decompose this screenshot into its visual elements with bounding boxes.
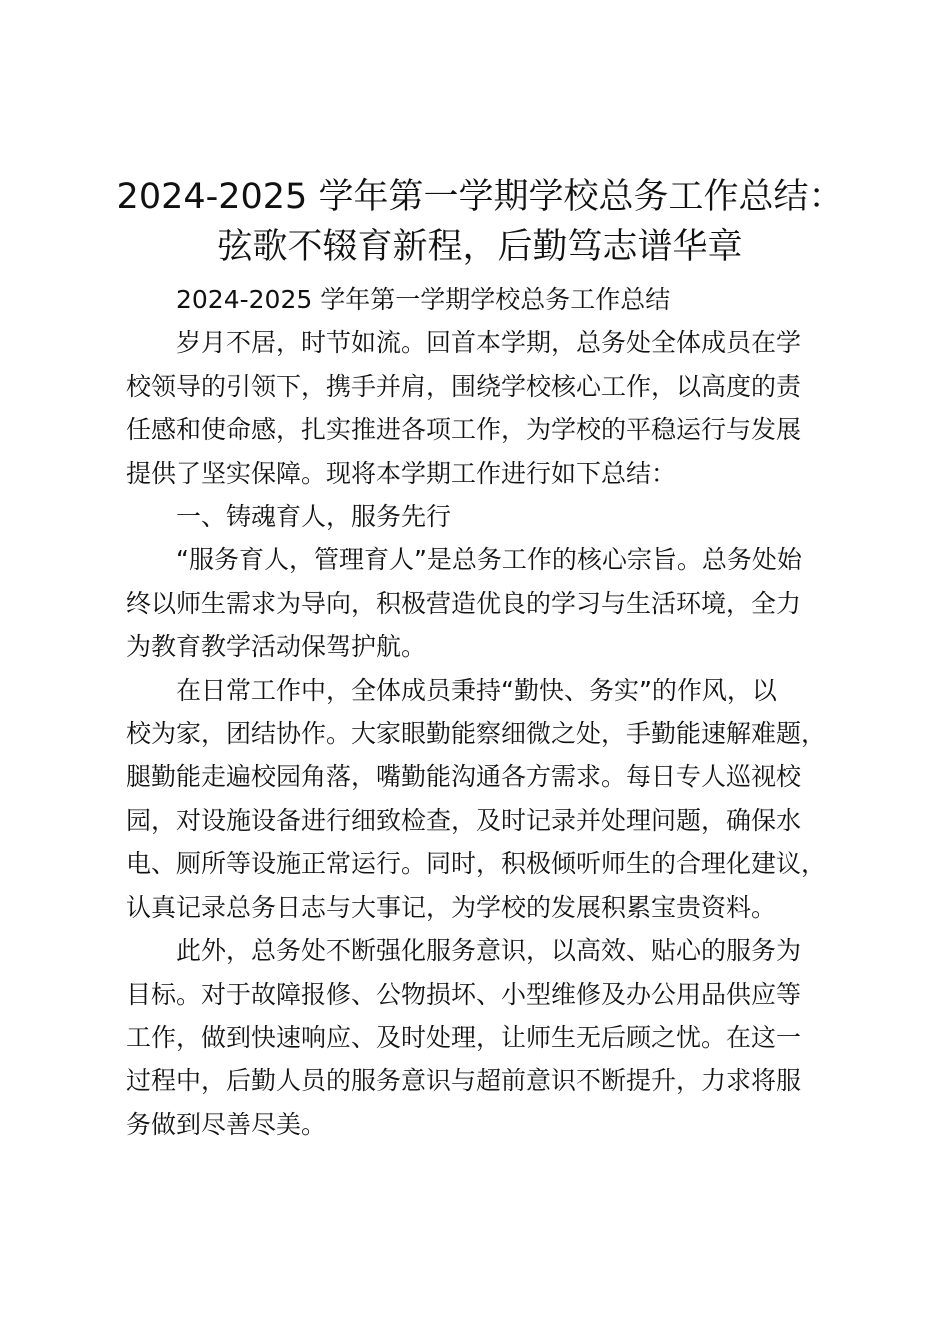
paragraph-line: 终以师生需求为导向，积极营造优良的学习与生活环境，全力	[126, 588, 802, 618]
paragraph-line: 校领导的引领下，携手并肩，围绕学校核心工作，以高度的责	[126, 371, 802, 401]
paragraph-service-awareness	[126, 929, 838, 1146]
paragraph-line: 任感和使命感，扎实推进各项工作，为学校的平稳运行与发展	[126, 415, 802, 445]
paragraph-line: 过程中，后勤人员的服务意识与超前意识不断提升，力求将服	[126, 1066, 802, 1096]
title-line-1: 2024-2025 学年第一学期学校总务工作总结：	[116, 177, 844, 217]
paragraph-line: 此外，总务处不断强化服务意识，以高效、贴心的服务为	[176, 936, 802, 966]
paragraph-line: 认真记录总务日志与大事记，为学校的发展积累宝贵资料。	[126, 892, 777, 922]
paragraph-line: 工作，做到快速响应、及时处理，让师生无后顾之忧。在这一	[126, 1022, 802, 1052]
section-heading-text: 一、铸魂育人，服务先行	[176, 502, 452, 532]
paragraph-line: “服务育人，管理育人”是总务工作的核心宗旨。总务处始	[176, 545, 802, 575]
paragraph-line: 务做到尽善尽美。	[126, 1109, 327, 1139]
paragraph-line: 为教育教学活动保驾护航。	[126, 632, 427, 662]
paragraph-line: 目标。对于故障报修、公物损坏、小型维修及办公用品供应等	[126, 979, 802, 1009]
subtitle-text: 2024-2025 学年第一学期学校总务工作总结	[176, 285, 671, 314]
paragraph-line: 校为家，团结协作。大家眼勤能察细微之处，手勤能速解难题，	[126, 719, 827, 749]
document-title	[100, 172, 860, 272]
subtitle	[126, 278, 838, 321]
title-line-2: 弦歌不辍育新程，后勤笃志谱华章	[217, 227, 743, 267]
document-body	[126, 278, 838, 1146]
paragraph-line: 电、厕所等设施正常运行。同时，积极倾听师生的合理化建议，	[126, 849, 827, 879]
paragraph-line: 提供了坚实保障。现将本学期工作进行如下总结：	[126, 458, 677, 488]
paragraph-line: 岁月不居，时节如流。回首本学期，总务处全体成员在学	[176, 328, 802, 358]
paragraph-line: 腿勤能走遍校园角落，嘴勤能沟通各方需求。每日专人巡视校	[126, 762, 802, 792]
paragraph-intro	[126, 321, 838, 495]
paragraph-line: 在日常工作中，全体成员秉持“勤快、务实”的作风，以	[176, 675, 777, 705]
paragraph-daily-work	[126, 669, 838, 929]
paragraph-line: 园，对设施设备进行细致检查，及时记录并处理问题，确保水	[126, 805, 802, 835]
section-heading	[126, 495, 838, 538]
paragraph-service	[126, 538, 838, 668]
